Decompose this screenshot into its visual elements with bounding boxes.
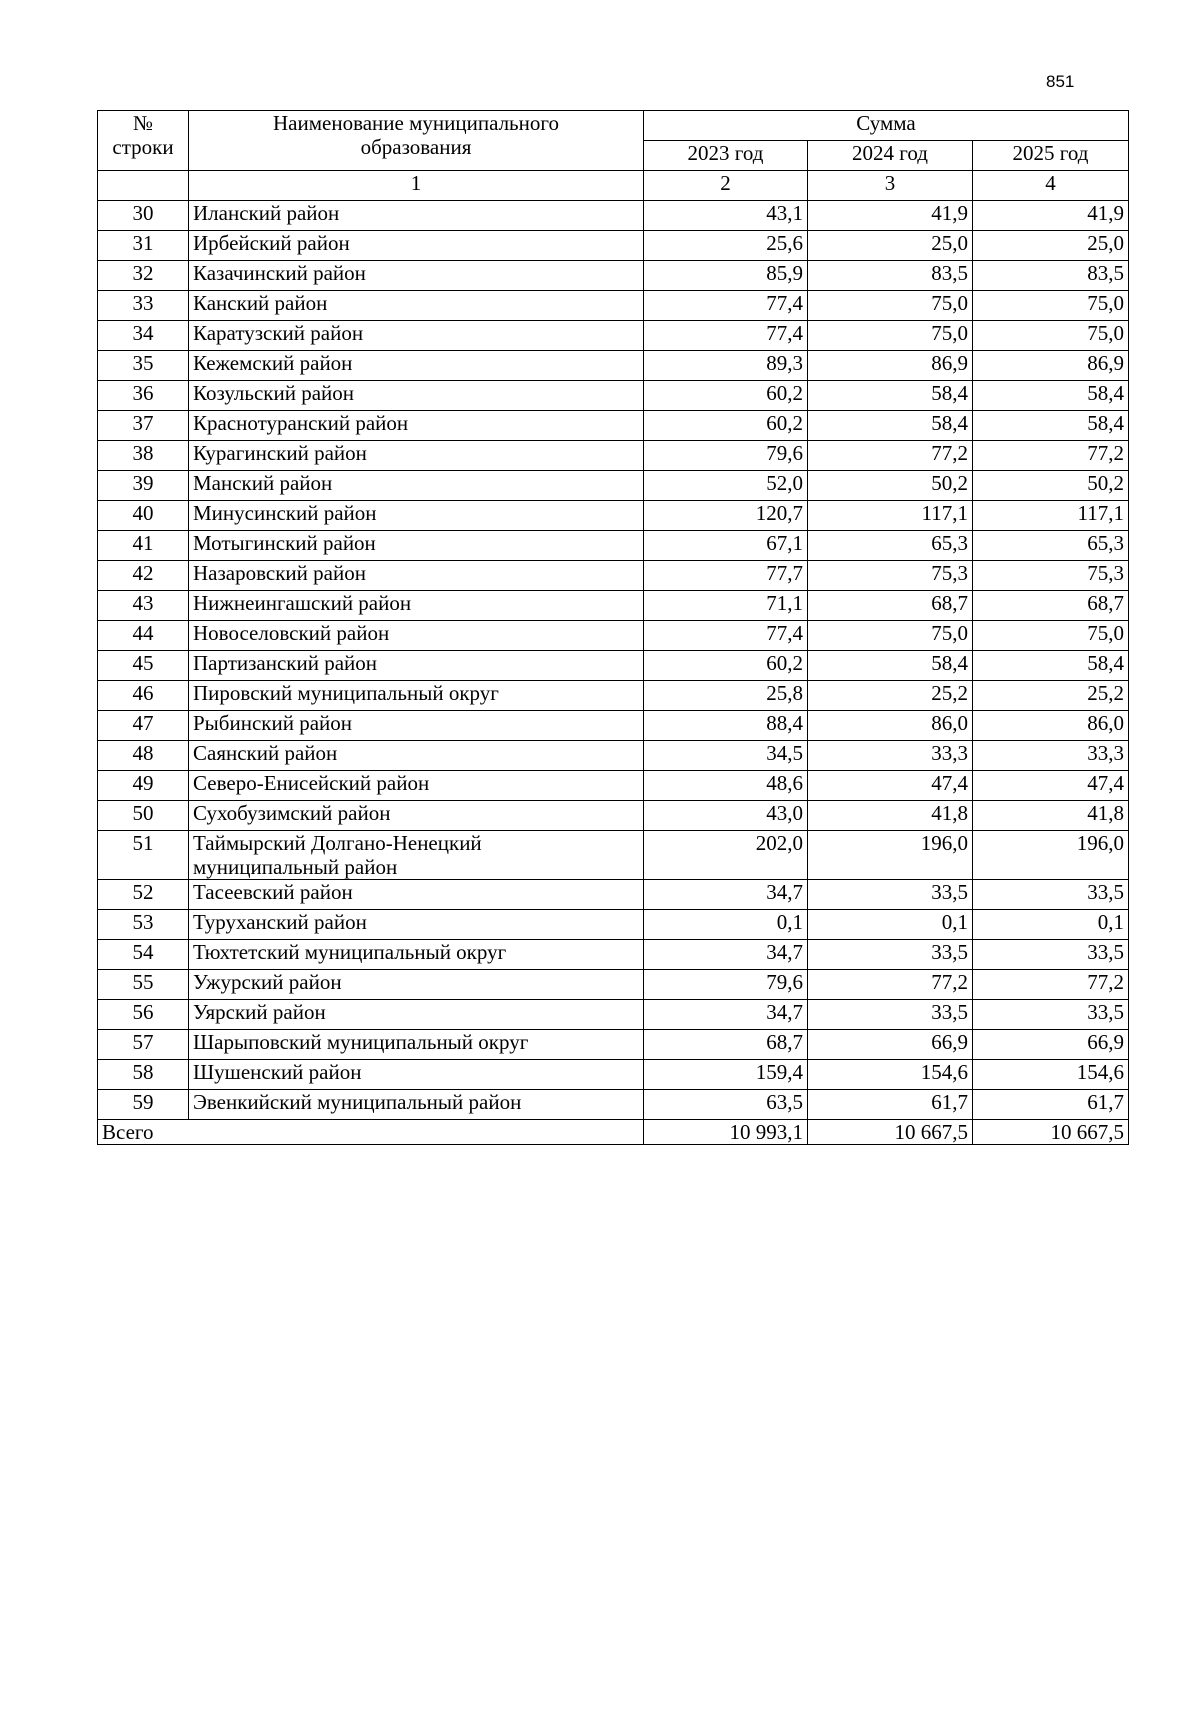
table-row — [98, 910, 1129, 940]
value-2024: 86,9 — [808, 351, 973, 381]
value-2024: 33,5 — [808, 880, 973, 910]
row-number: 34 — [98, 321, 189, 351]
value-2025: 33,5 — [973, 940, 1129, 970]
municipality-name: Ужурский район — [189, 970, 644, 1000]
municipality-name: Каратузский район — [189, 321, 644, 351]
value-2025: 75,3 — [973, 561, 1129, 591]
value-2023: 25,8 — [644, 681, 808, 711]
row-number: 53 — [98, 910, 189, 940]
value-2025: 47,4 — [973, 771, 1129, 801]
table-row — [98, 771, 1129, 801]
table-row — [98, 1030, 1129, 1060]
table-row — [98, 741, 1129, 771]
value-2024: 65,3 — [808, 531, 973, 561]
table-row — [98, 381, 1129, 411]
value-2024: 77,2 — [808, 441, 973, 471]
table-row — [98, 411, 1129, 441]
municipality-name: Новоселовский район — [189, 621, 644, 651]
row-number: 38 — [98, 441, 189, 471]
header-col-number-empty — [98, 171, 189, 201]
value-2023: 79,6 — [644, 441, 808, 471]
row-number: 40 — [98, 501, 189, 531]
row-number: 31 — [98, 231, 189, 261]
value-2025: 25,0 — [973, 231, 1129, 261]
value-2024: 58,4 — [808, 381, 973, 411]
table-row — [98, 441, 1129, 471]
value-2023: 120,7 — [644, 501, 808, 531]
table-row — [98, 651, 1129, 681]
value-2023: 0,1 — [644, 910, 808, 940]
value-2024: 77,2 — [808, 970, 973, 1000]
value-2025: 41,9 — [973, 201, 1129, 231]
value-2025: 75,0 — [973, 321, 1129, 351]
value-2025: 86,9 — [973, 351, 1129, 381]
municipality-name: Партизанский район — [189, 651, 644, 681]
value-2023: 43,0 — [644, 801, 808, 831]
value-2023: 34,7 — [644, 1000, 808, 1030]
value-2023: 34,5 — [644, 741, 808, 771]
value-2024: 25,0 — [808, 231, 973, 261]
table-row — [98, 291, 1129, 321]
total-2023: 10 993,1 — [644, 1120, 808, 1145]
municipality-name: Кежемский район — [189, 351, 644, 381]
header-col-number-2: 2 — [644, 171, 808, 201]
total-row — [98, 1120, 1129, 1145]
municipality-name: Краснотуранский район — [189, 411, 644, 441]
municipality-name: Шушенский район — [189, 1060, 644, 1090]
value-2023: 60,2 — [644, 381, 808, 411]
table-row — [98, 1060, 1129, 1090]
value-2023: 67,1 — [644, 531, 808, 561]
value-2024: 25,2 — [808, 681, 973, 711]
value-2025: 75,0 — [973, 621, 1129, 651]
municipality-name: Козульский район — [189, 381, 644, 411]
row-number: 48 — [98, 741, 189, 771]
municipality-name: Манский район — [189, 471, 644, 501]
table-row — [98, 531, 1129, 561]
value-2025: 58,4 — [973, 651, 1129, 681]
value-2025: 65,3 — [973, 531, 1129, 561]
value-2024: 86,0 — [808, 711, 973, 741]
value-2023: 43,1 — [644, 201, 808, 231]
value-2024: 117,1 — [808, 501, 973, 531]
value-2024: 0,1 — [808, 910, 973, 940]
value-2024: 66,9 — [808, 1030, 973, 1060]
table-row — [98, 501, 1129, 531]
value-2025: 86,0 — [973, 711, 1129, 741]
total-label: Всего — [98, 1120, 644, 1145]
value-2023: 34,7 — [644, 880, 808, 910]
value-2024: 75,3 — [808, 561, 973, 591]
row-number: 44 — [98, 621, 189, 651]
value-2023: 68,7 — [644, 1030, 808, 1060]
value-2025: 68,7 — [973, 591, 1129, 621]
value-2024: 75,0 — [808, 291, 973, 321]
row-number: 51 — [98, 831, 189, 880]
total-2025: 10 667,5 — [973, 1120, 1129, 1145]
value-2023: 88,4 — [644, 711, 808, 741]
budget-table — [97, 110, 1129, 1145]
value-2023: 71,1 — [644, 591, 808, 621]
value-2025: 77,2 — [973, 441, 1129, 471]
value-2025: 154,6 — [973, 1060, 1129, 1090]
value-2025: 58,4 — [973, 411, 1129, 441]
municipality-name: Эвенкийский муниципальный район — [189, 1090, 644, 1120]
value-2023: 77,7 — [644, 561, 808, 591]
table-row — [98, 471, 1129, 501]
municipality-name: Нижнеингашский район — [189, 591, 644, 621]
municipality-name: Тасеевский район — [189, 880, 644, 910]
municipality-name: Курагинский район — [189, 441, 644, 471]
value-2024: 33,3 — [808, 741, 973, 771]
value-2023: 48,6 — [644, 771, 808, 801]
row-number: 41 — [98, 531, 189, 561]
value-2023: 89,3 — [644, 351, 808, 381]
header-year-2023: 2023 год — [644, 141, 808, 171]
value-2023: 25,6 — [644, 231, 808, 261]
header-sum: Сумма — [644, 111, 1129, 141]
table-header — [98, 111, 1129, 201]
value-2024: 61,7 — [808, 1090, 973, 1120]
row-number: 56 — [98, 1000, 189, 1030]
table-row — [98, 801, 1129, 831]
row-number: 47 — [98, 711, 189, 741]
row-number: 55 — [98, 970, 189, 1000]
municipality-name: Тюхтетский муниципальный округ — [189, 940, 644, 970]
municipality-name: Ирбейский район — [189, 231, 644, 261]
value-2023: 60,2 — [644, 651, 808, 681]
row-number: 54 — [98, 940, 189, 970]
table-row — [98, 261, 1129, 291]
municipality-name: Назаровский район — [189, 561, 644, 591]
row-number: 59 — [98, 1090, 189, 1120]
row-number: 58 — [98, 1060, 189, 1090]
value-2024: 196,0 — [808, 831, 973, 880]
value-2025: 83,5 — [973, 261, 1129, 291]
value-2023: 77,4 — [644, 291, 808, 321]
value-2025: 58,4 — [973, 381, 1129, 411]
value-2025: 41,8 — [973, 801, 1129, 831]
value-2024: 47,4 — [808, 771, 973, 801]
row-number: 52 — [98, 880, 189, 910]
value-2024: 58,4 — [808, 411, 973, 441]
municipality-name: Таймырский Долгано-Ненецкий муниципальный район — [189, 831, 644, 880]
value-2024: 75,0 — [808, 621, 973, 651]
table-row — [98, 591, 1129, 621]
value-2024: 33,5 — [808, 1000, 973, 1030]
value-2024: 41,9 — [808, 201, 973, 231]
value-2025: 33,5 — [973, 880, 1129, 910]
value-2025: 75,0 — [973, 291, 1129, 321]
municipality-name: Мотыгинский район — [189, 531, 644, 561]
municipality-name: Сухобузимский район — [189, 801, 644, 831]
header-municipality-name-label: Наименование муниципального образования — [273, 111, 559, 160]
row-number: 43 — [98, 591, 189, 621]
table-row — [98, 831, 1129, 880]
value-2024: 83,5 — [808, 261, 973, 291]
header-col-number-4: 4 — [973, 171, 1129, 201]
row-number: 30 — [98, 201, 189, 231]
value-2023: 77,4 — [644, 621, 808, 651]
municipality-name: Рыбинский район — [189, 711, 644, 741]
table-row — [98, 201, 1129, 231]
value-2024: 154,6 — [808, 1060, 973, 1090]
row-number: 46 — [98, 681, 189, 711]
municipality-name: Пировский муниципальный округ — [189, 681, 644, 711]
value-2025: 77,2 — [973, 970, 1129, 1000]
table-footer — [98, 1120, 1129, 1145]
row-number: 39 — [98, 471, 189, 501]
value-2024: 33,5 — [808, 940, 973, 970]
row-number: 35 — [98, 351, 189, 381]
row-number: 45 — [98, 651, 189, 681]
row-number: 32 — [98, 261, 189, 291]
municipality-name: Уярский район — [189, 1000, 644, 1030]
value-2023: 202,0 — [644, 831, 808, 880]
value-2023: 85,9 — [644, 261, 808, 291]
value-2025: 61,7 — [973, 1090, 1129, 1120]
table-row — [98, 621, 1129, 651]
value-2023: 63,5 — [644, 1090, 808, 1120]
row-number: 49 — [98, 771, 189, 801]
value-2023: 34,7 — [644, 940, 808, 970]
table-row — [98, 711, 1129, 741]
header-year-2024: 2024 год — [808, 141, 973, 171]
table-row — [98, 681, 1129, 711]
value-2025: 117,1 — [973, 501, 1129, 531]
municipality-name: Северо-Енисейский район — [189, 771, 644, 801]
row-number: 42 — [98, 561, 189, 591]
value-2024: 75,0 — [808, 321, 973, 351]
municipality-name: Туруханский район — [189, 910, 644, 940]
value-2024: 41,8 — [808, 801, 973, 831]
value-2023: 60,2 — [644, 411, 808, 441]
header-row-number — [98, 111, 189, 171]
table-row — [98, 231, 1129, 261]
value-2024: 50,2 — [808, 471, 973, 501]
row-number: 33 — [98, 291, 189, 321]
municipality-name: Шарыповский муниципальный округ — [189, 1030, 644, 1060]
value-2023: 79,6 — [644, 970, 808, 1000]
municipality-name: Казачинский район — [189, 261, 644, 291]
municipality-name: Канский район — [189, 291, 644, 321]
row-number: 57 — [98, 1030, 189, 1060]
value-2025: 50,2 — [973, 471, 1129, 501]
value-2023: 52,0 — [644, 471, 808, 501]
municipality-name: Минусинский район — [189, 501, 644, 531]
table-row — [98, 1090, 1129, 1120]
header-row-number-label: № строки — [112, 111, 174, 160]
value-2025: 33,3 — [973, 741, 1129, 771]
value-2024: 68,7 — [808, 591, 973, 621]
municipality-name: Саянский район — [189, 741, 644, 771]
table-row — [98, 351, 1129, 381]
value-2023: 159,4 — [644, 1060, 808, 1090]
table-row — [98, 880, 1129, 910]
row-number: 37 — [98, 411, 189, 441]
table-body — [98, 201, 1129, 1120]
page-number: 851 — [1046, 72, 1075, 91]
row-number: 36 — [98, 381, 189, 411]
header-municipality-name — [189, 111, 644, 171]
value-2025: 196,0 — [973, 831, 1129, 880]
header-year-2025: 2025 год — [973, 141, 1129, 171]
value-2024: 58,4 — [808, 651, 973, 681]
value-2025: 66,9 — [973, 1030, 1129, 1060]
table-row — [98, 970, 1129, 1000]
municipality-name: Иланский район — [189, 201, 644, 231]
table-row — [98, 321, 1129, 351]
total-2024: 10 667,5 — [808, 1120, 973, 1145]
table-row — [98, 940, 1129, 970]
value-2025: 25,2 — [973, 681, 1129, 711]
value-2025: 0,1 — [973, 910, 1129, 940]
value-2023: 77,4 — [644, 321, 808, 351]
value-2025: 33,5 — [973, 1000, 1129, 1030]
header-col-number-3: 3 — [808, 171, 973, 201]
table-row — [98, 561, 1129, 591]
table-row — [98, 1000, 1129, 1030]
header-col-number-1: 1 — [189, 171, 644, 201]
row-number: 50 — [98, 801, 189, 831]
